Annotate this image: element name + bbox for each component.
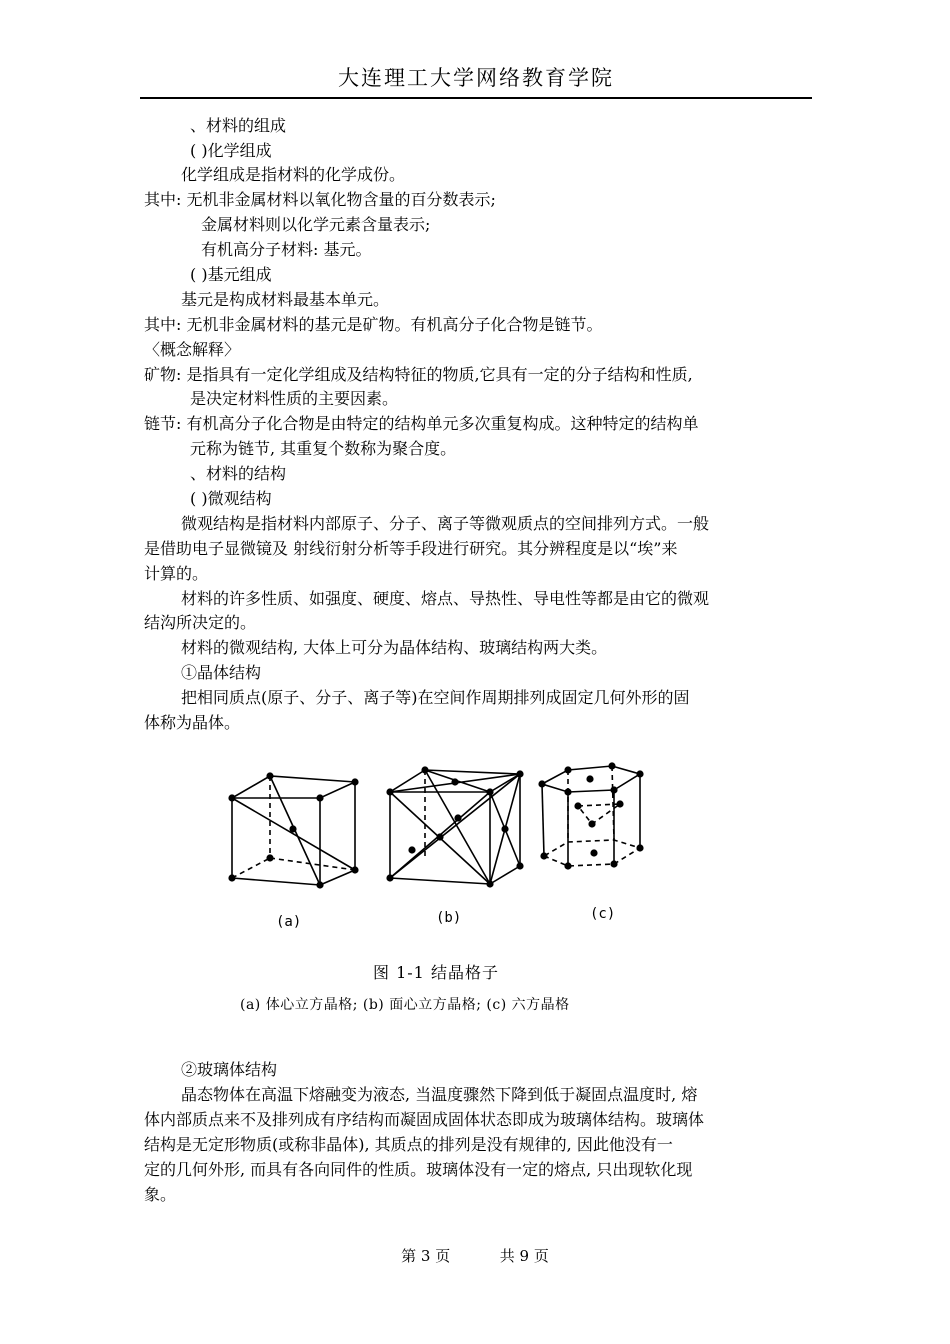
- paragraph-line: 其中: 无机非金属材料的基元是矿物。有机高分子化合物是链节。: [144, 315, 603, 334]
- fcc-lattice: [390, 770, 520, 884]
- figure-sublabel-c: (c): [590, 906, 616, 922]
- figure-caption-title: 图 1-1 结晶格子: [373, 963, 499, 982]
- concept-heading: 〈概念解释〉: [144, 340, 241, 359]
- page-header-title: 大连理工大学网络教育学院: [338, 66, 614, 90]
- paragraph-line: 体称为晶体。: [144, 713, 241, 732]
- paragraph-line: 是决定材料性质的主要因素。: [190, 389, 399, 408]
- paragraph-line: 材料的许多性质、如强度、硬度、熔点、导热性、导电性等都是由它的微观: [181, 589, 710, 608]
- page-total: 共 9 页: [499, 1247, 549, 1265]
- section-heading-structure: 、材料的结构: [190, 464, 287, 483]
- paragraph-line: 元称为链节, 其重复个数称为聚合度。: [190, 439, 457, 458]
- paragraph-line: 是借助电子显微镜及 射线衍射分析等手段进行研究。其分辨程度是以“埃”来: [144, 539, 678, 558]
- paragraph-line: 基元是构成材料最基本单元。: [181, 290, 390, 309]
- paragraph-line: 体内部质点来不及排列成有序结构而凝固成固体状态即成为玻璃体结构。玻璃体: [144, 1110, 705, 1129]
- figure-sublabel-a: (a): [276, 914, 302, 930]
- paragraph-line: 微观结构是指材料内部原子、分子、离子等微观质点的空间排列方式。一般: [181, 514, 710, 533]
- section-heading-composition: 、材料的组成: [190, 116, 287, 135]
- page-footer: [0, 1245, 950, 1266]
- paragraph-line: 象。: [144, 1185, 177, 1204]
- paragraph-line: 有机高分子材料: 基元。: [201, 240, 372, 259]
- paragraph-line: 计算的。: [144, 564, 209, 583]
- subheading-crystal: ①晶体结构: [181, 663, 262, 682]
- paragraph-line: 化学组成是指材料的化学成份。: [181, 165, 406, 184]
- paragraph-line: 晶态物体在高温下熔融变为液态, 当温度骤然下降到低于凝固点温度时, 熔: [181, 1085, 698, 1104]
- paragraph-line: 定的几何外形, 而具有各向同件的性质。玻璃体没有一定的熔点, 只出现软化现: [144, 1160, 693, 1179]
- paragraph-line: 金属材料则以化学元素含量表示;: [201, 215, 431, 234]
- subheading-chemical: ( )化学组成: [190, 141, 272, 160]
- subheading-element: ( )基元组成: [190, 265, 272, 284]
- hex-atoms: [538, 762, 643, 869]
- header-rule: [140, 97, 812, 99]
- figure-caption-description: (a) 体心立方晶格; (b) 面心立方晶格; (c) 六方晶格: [240, 997, 570, 1013]
- paragraph-line: 结沟所决定的。: [144, 613, 257, 632]
- subheading-micro: ( )微观结构: [190, 489, 272, 508]
- figure-sublabel-b: (b): [436, 910, 462, 926]
- paragraph-line: 链节: 有机高分子化合物是由特定的结构单元多次重复构成。这种特定的结构单: [144, 414, 699, 433]
- paragraph-line: 矿物: 是指具有一定化学组成及结构特征的物质,它具有一定的分子结构和性质,: [144, 365, 693, 384]
- lattice-diagrams: [200, 760, 700, 960]
- paragraph-line: 其中: 无机非金属材料以氧化物含量的百分数表示;: [144, 190, 496, 209]
- paragraph-line: 材料的微观结构, 大体上可分为晶体结构、玻璃结构两大类。: [181, 638, 608, 657]
- paragraph-line: 结构是无定形物质(或称非晶体), 其质点的排列是没有规律的, 因此他没有一: [144, 1135, 673, 1154]
- paragraph-line: 把相同质点(原子、分子、离子等)在空间作周期排列成固定几何外形的固: [181, 688, 690, 707]
- subheading-glass: ②玻璃体结构: [181, 1060, 278, 1079]
- page-number: 第 3 页: [401, 1247, 451, 1265]
